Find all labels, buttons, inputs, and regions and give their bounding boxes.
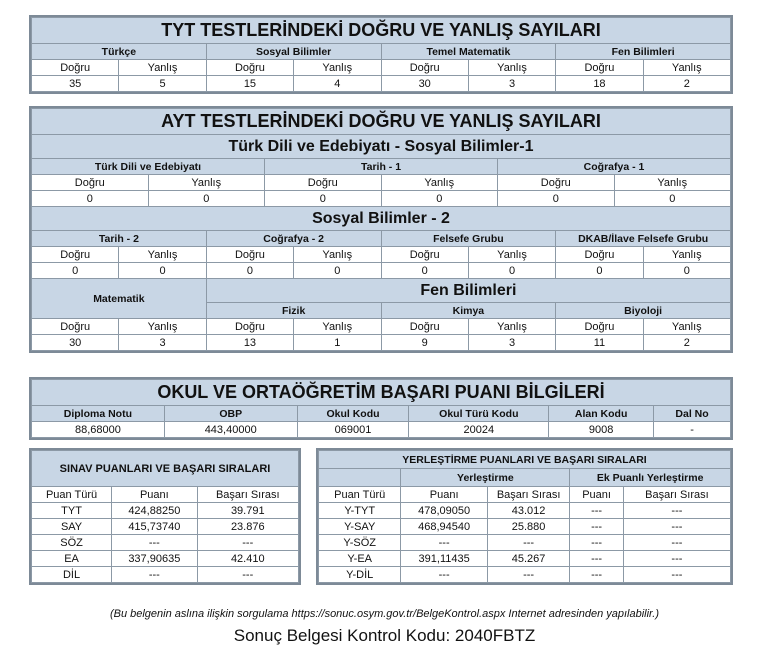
ayt-section	[29, 106, 733, 353]
yerlestirme-title: YERLEŞTİRME PUANLARI VE BAŞARI SIRALARI	[319, 451, 731, 469]
yerlestirme-section	[316, 448, 733, 585]
sinav-row-sira: 39.791	[197, 503, 298, 519]
sinav-row-sira: ---	[197, 535, 298, 551]
diploma-notu-value: 88,68000	[32, 422, 165, 438]
ayt-tarih2-yanlis: 0	[119, 263, 206, 279]
ayt-felsefe-dogru: 0	[381, 263, 468, 279]
ayt-matematik-header: Matematik	[32, 279, 207, 319]
y-row-ek-puan: ---	[570, 519, 624, 535]
ayt-edebiyat-dogru: 0	[32, 191, 149, 207]
dogru-label: Doğru	[206, 60, 293, 76]
y-row-tur: Y-TYT	[319, 503, 401, 519]
tyt-sosyal-dogru: 15	[206, 76, 293, 92]
ayt-kimya-header: Kimya	[381, 303, 556, 319]
tyt-section	[29, 15, 733, 94]
ayt-cografya1-header: Coğrafya - 1	[498, 159, 731, 175]
ayt-tarih2-dogru: 0	[32, 263, 119, 279]
ek-puani-header: Puanı	[570, 487, 624, 503]
ayt-cografya2-dogru: 0	[206, 263, 293, 279]
ayt-edebiyat-header: Türk Dili ve Edebiyatı	[32, 159, 265, 175]
ayt-dkab-dogru: 0	[556, 263, 643, 279]
y-row-sira: 45.267	[487, 551, 569, 567]
alan-kodu-header: Alan Kodu	[549, 406, 654, 422]
yanlis-label: Yanlış	[119, 247, 206, 263]
y-row-puan: ---	[401, 535, 488, 551]
tyt-fen-header: Fen Bilimleri	[556, 44, 731, 60]
sinav-row-tur: TYT	[32, 503, 112, 519]
y-row-sira: ---	[487, 567, 569, 583]
dogru-label: Doğru	[32, 175, 149, 191]
dogru-label: Doğru	[206, 247, 293, 263]
y-row-ek-puan: ---	[570, 551, 624, 567]
sinav-row-tur: DİL	[32, 567, 112, 583]
yanlis-label: Yanlış	[643, 247, 730, 263]
ayt-felsefe-yanlis: 0	[468, 263, 555, 279]
ayt-sb1-title: Türk Dili ve Edebiyatı - Sosyal Bilimler-1	[32, 135, 731, 159]
tyt-title: TYT TESTLERİNDEKİ DOĞRU VE YANLIŞ SAYILARI	[32, 18, 731, 44]
y-row-sira: ---	[487, 535, 569, 551]
y-row-ek-sira: ---	[623, 519, 730, 535]
yanlis-label: Yanlış	[468, 247, 555, 263]
sinav-row-sira: 42.410	[197, 551, 298, 567]
dal-no-value: -	[654, 422, 731, 438]
tyt-fen-dogru: 18	[556, 76, 643, 92]
yanlis-label: Yanlış	[148, 175, 265, 191]
sinav-row-puan: ---	[112, 535, 197, 551]
ayt-cografya1-dogru: 0	[498, 191, 615, 207]
yanlis-label: Yanlış	[381, 175, 498, 191]
sinav-row-sira: ---	[197, 567, 298, 583]
yerlestirme-blank-cell	[319, 469, 401, 487]
basari-sirasi-header: Başarı Sırası	[197, 487, 298, 503]
ek-puanli-group-header: Ek Puanlı Yerleştirme	[570, 469, 731, 487]
y-row-sira: 25.880	[487, 519, 569, 535]
ayt-fen-title: Fen Bilimleri	[206, 279, 730, 303]
y-puani-header: Puanı	[401, 487, 488, 503]
yanlis-label: Yanlış	[119, 319, 206, 335]
ayt-biyoloji-dogru: 11	[556, 335, 643, 351]
okul-kodu-header: Okul Kodu	[297, 406, 409, 422]
ayt-sb2-title: Sosyal Bilimler - 2	[32, 207, 731, 231]
y-row-tur: Y-SÖZ	[319, 535, 401, 551]
ayt-fizik-yanlis: 1	[294, 335, 381, 351]
ayt-cografya2-yanlis: 0	[294, 263, 381, 279]
dogru-label: Doğru	[556, 319, 643, 335]
sinav-row-tur: SÖZ	[32, 535, 112, 551]
sinav-row-puan: 337,90635	[112, 551, 197, 567]
dogru-label: Doğru	[32, 247, 119, 263]
y-row-ek-puan: ---	[570, 503, 624, 519]
y-basari-sirasi-header: Başarı Sırası	[487, 487, 569, 503]
dogru-label: Doğru	[32, 60, 119, 76]
yerlestirme-group-header: Yerleştirme	[401, 469, 570, 487]
ayt-kimya-yanlis: 3	[468, 335, 555, 351]
dogru-label: Doğru	[32, 319, 119, 335]
ayt-felsefe-header: Felsefe Grubu	[381, 231, 556, 247]
y-row-sira: 43.012	[487, 503, 569, 519]
dogru-label: Doğru	[498, 175, 615, 191]
ayt-matematik-yanlis: 3	[119, 335, 206, 351]
ayt-tarih1-dogru: 0	[265, 191, 382, 207]
tyt-sosyal-yanlis: 4	[294, 76, 381, 92]
verification-note: (Bu belgenin aslına ilişkin sorgulama https://sonuc.osym.gov.tr/BelgeKontrol.aspx Internet adresinden yapılabilir.)	[109, 608, 660, 620]
ayt-edebiyat-yanlis: 0	[148, 191, 265, 207]
ayt-tarih2-header: Tarih - 2	[32, 231, 207, 247]
ayt-biyoloji-yanlis: 2	[643, 335, 730, 351]
ayt-fizik-header: Fizik	[206, 303, 381, 319]
tyt-turkce-yanlis: 5	[119, 76, 206, 92]
tyt-sosyal-header: Sosyal Bilimler	[206, 44, 381, 60]
sinav-row-puan: ---	[112, 567, 197, 583]
y-row-ek-puan: ---	[570, 567, 624, 583]
yanlis-label: Yanlış	[294, 247, 381, 263]
ayt-cografya2-header: Coğrafya - 2	[206, 231, 381, 247]
y-row-ek-sira: ---	[623, 503, 730, 519]
y-row-ek-puan: ---	[570, 535, 624, 551]
yanlis-label: Yanlış	[468, 60, 555, 76]
ayt-title: AYT TESTLERİNDEKİ DOĞRU VE YANLIŞ SAYILARI	[32, 109, 731, 135]
dogru-label: Doğru	[265, 175, 382, 191]
okul-turu-kodu-header: Okul Türü Kodu	[409, 406, 549, 422]
yanlis-label: Yanlış	[643, 60, 730, 76]
ayt-dkab-header: DKAB/İlave Felsefe Grubu	[556, 231, 731, 247]
yanlis-label: Yanlış	[119, 60, 206, 76]
yanlis-label: Yanlış	[643, 319, 730, 335]
sinav-row-tur: SAY	[32, 519, 112, 535]
tyt-matematik-yanlis: 3	[468, 76, 555, 92]
y-row-ek-sira: ---	[623, 567, 730, 583]
y-row-puan: 391,11435	[401, 551, 488, 567]
okul-title: OKUL VE ORTAÖĞRETİM BAŞARI PUANI BİLGİLERİ	[32, 380, 731, 406]
okul-section	[29, 377, 733, 440]
sinav-row-sira: 23.876	[197, 519, 298, 535]
y-row-ek-sira: ---	[623, 551, 730, 567]
y-row-tur: Y-SAY	[319, 519, 401, 535]
ayt-cografya1-yanlis: 0	[614, 191, 731, 207]
yanlis-label: Yanlış	[468, 319, 555, 335]
ayt-fizik-dogru: 13	[206, 335, 293, 351]
ayt-biyoloji-header: Biyoloji	[556, 303, 731, 319]
diploma-notu-header: Diploma Notu	[32, 406, 165, 422]
sinav-row-puan: 415,73740	[112, 519, 197, 535]
ayt-matematik-dogru: 30	[32, 335, 119, 351]
y-puan-turu-header: Puan Türü	[319, 487, 401, 503]
y-row-puan: 468,94540	[401, 519, 488, 535]
ayt-tarih1-yanlis: 0	[381, 191, 498, 207]
yanlis-label: Yanlış	[614, 175, 731, 191]
tyt-fen-yanlis: 2	[643, 76, 730, 92]
ayt-kimya-dogru: 9	[381, 335, 468, 351]
dogru-label: Doğru	[556, 247, 643, 263]
tyt-turkce-header: Türkçe	[32, 44, 207, 60]
dogru-label: Doğru	[381, 60, 468, 76]
ayt-dkab-yanlis: 0	[643, 263, 730, 279]
dal-no-header: Dal No	[654, 406, 731, 422]
yanlis-label: Yanlış	[294, 319, 381, 335]
okul-turu-kodu-value: 20024	[409, 422, 549, 438]
dogru-label: Doğru	[381, 247, 468, 263]
obp-value: 443,40000	[164, 422, 297, 438]
dogru-label: Doğru	[556, 60, 643, 76]
dogru-label: Doğru	[206, 319, 293, 335]
y-row-puan: 478,09050	[401, 503, 488, 519]
dogru-label: Doğru	[381, 319, 468, 335]
sinav-row-tur: EA	[32, 551, 112, 567]
y-row-tur: Y-EA	[319, 551, 401, 567]
ek-basari-sirasi-header: Başarı Sırası	[623, 487, 730, 503]
obp-header: OBP	[164, 406, 297, 422]
y-row-puan: ---	[401, 567, 488, 583]
control-code: Sonuç Belgesi Kontrol Kodu: 2040FBTZ	[233, 626, 536, 645]
puani-header: Puanı	[112, 487, 197, 503]
sinav-section	[29, 448, 301, 585]
sinav-title: SINAV PUANLARI VE BAŞARI SIRALARI	[32, 451, 299, 487]
tyt-matematik-dogru: 30	[381, 76, 468, 92]
alan-kodu-value: 9008	[549, 422, 654, 438]
tyt-turkce-dogru: 35	[32, 76, 119, 92]
y-row-ek-sira: ---	[623, 535, 730, 551]
ayt-tarih1-header: Tarih - 1	[265, 159, 498, 175]
okul-kodu-value: 069001	[297, 422, 409, 438]
tyt-matematik-header: Temel Matematik	[381, 44, 556, 60]
puan-turu-header: Puan Türü	[32, 487, 112, 503]
yanlis-label: Yanlış	[294, 60, 381, 76]
sinav-row-puan: 424,88250	[112, 503, 197, 519]
y-row-tur: Y-DİL	[319, 567, 401, 583]
